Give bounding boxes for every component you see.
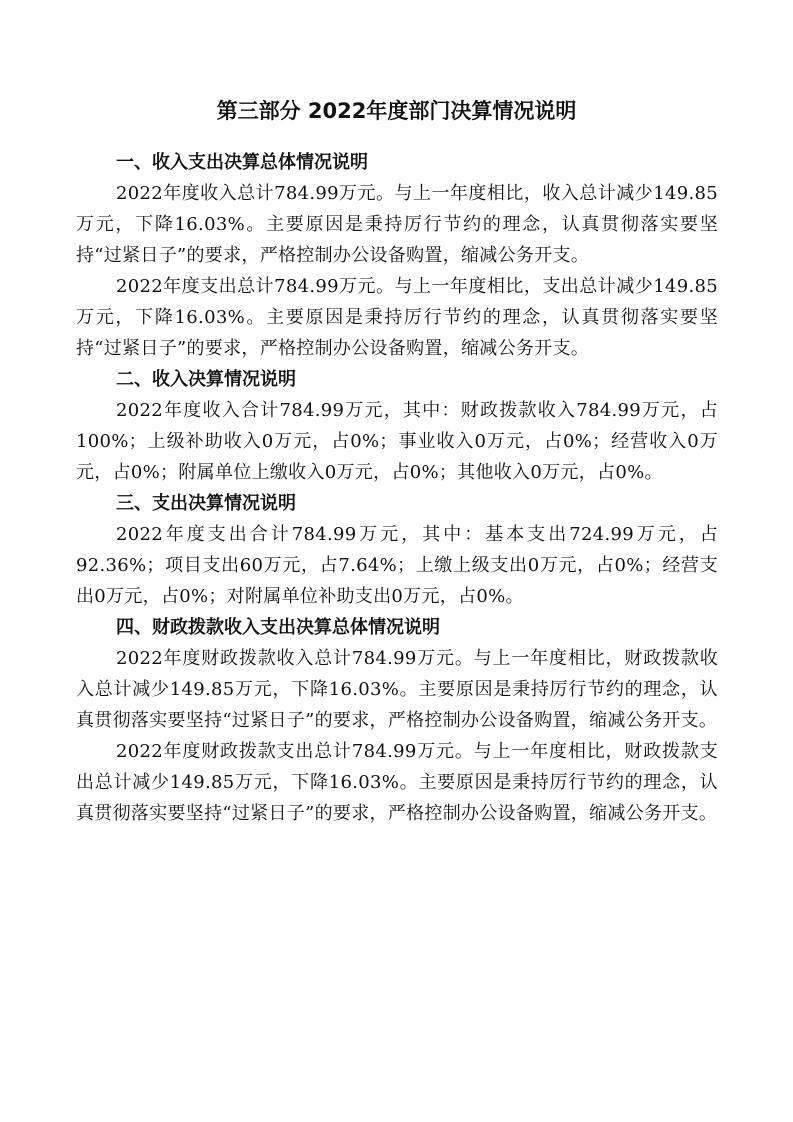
section-income-expense-overview xyxy=(76,147,718,364)
paragraph: 2022年度收入总计784.99万元。与上一年度相比，收入总计减少149.85万元，下降16.03%。主要原因是秉持厉行节约的理念，认真贯彻落实要坚持“过紧日子”的要求，严格控制办公设备购置，缩减公务开支。 xyxy=(76,183,718,266)
paragraph: 2022年度支出合计784.99万元，其中：基本支出724.99万元，占92.36%；项目支出60万元，占7.64%；上缴上级支出0万元，占0%；经营支出0万元，占0%；对附属单位补助支出0万元，占0%。 xyxy=(76,524,718,607)
section-heading: 二、收入决算情况说明 xyxy=(116,369,296,390)
paragraph: 2022年度支出总计784.99万元。与上一年度相比，支出总计减少149.85万元，下降16.03%。主要原因是秉持厉行节约的理念，认真贯彻落实要坚持“过紧日子”的要求，严格控制办公设备购置，缩减公务开支。 xyxy=(76,276,718,359)
paragraph: 2022年度财政拨款支出总计784.99万元。与上一年度相比，财政拨款支出总计减少149.85万元，下降16.03%。主要原因是秉持厉行节约的理念，认真贯彻落实要坚持“过紧日子”的要求，严格控制办公设备购置，缩减公务开支。 xyxy=(76,741,718,824)
section-heading: 一、收入支出决算总体情况说明 xyxy=(116,152,368,173)
section-heading: 三、支出决算情况说明 xyxy=(116,493,296,514)
section-expense xyxy=(76,488,718,612)
paragraph: 2022年度财政拨款收入总计784.99万元。与上一年度相比，财政拨款收入总计减少149.85万元，下降16.03%。主要原因是秉持厉行节约的理念，认真贯彻落实要坚持“过紧日子”的要求，严格控制办公设备购置，缩减公务开支。 xyxy=(76,648,718,731)
section-heading: 四、财政拨款收入支出决算总体情况说明 xyxy=(116,617,440,638)
paragraph: 2022年度收入合计784.99万元，其中：财政拨款收入784.99万元，占100%；上级补助收入0万元，占0%；事业收入0万元，占0%；经营收入0万元，占0%；附属单位上缴收入0万元，占0%；其他收入0万元，占0%。 xyxy=(76,400,718,483)
document-body xyxy=(76,147,718,829)
section-income xyxy=(76,364,718,488)
page-title: 第三部分 2022年度部门决算情况说明 xyxy=(216,99,577,123)
section-fiscal-appropriation xyxy=(76,612,718,829)
